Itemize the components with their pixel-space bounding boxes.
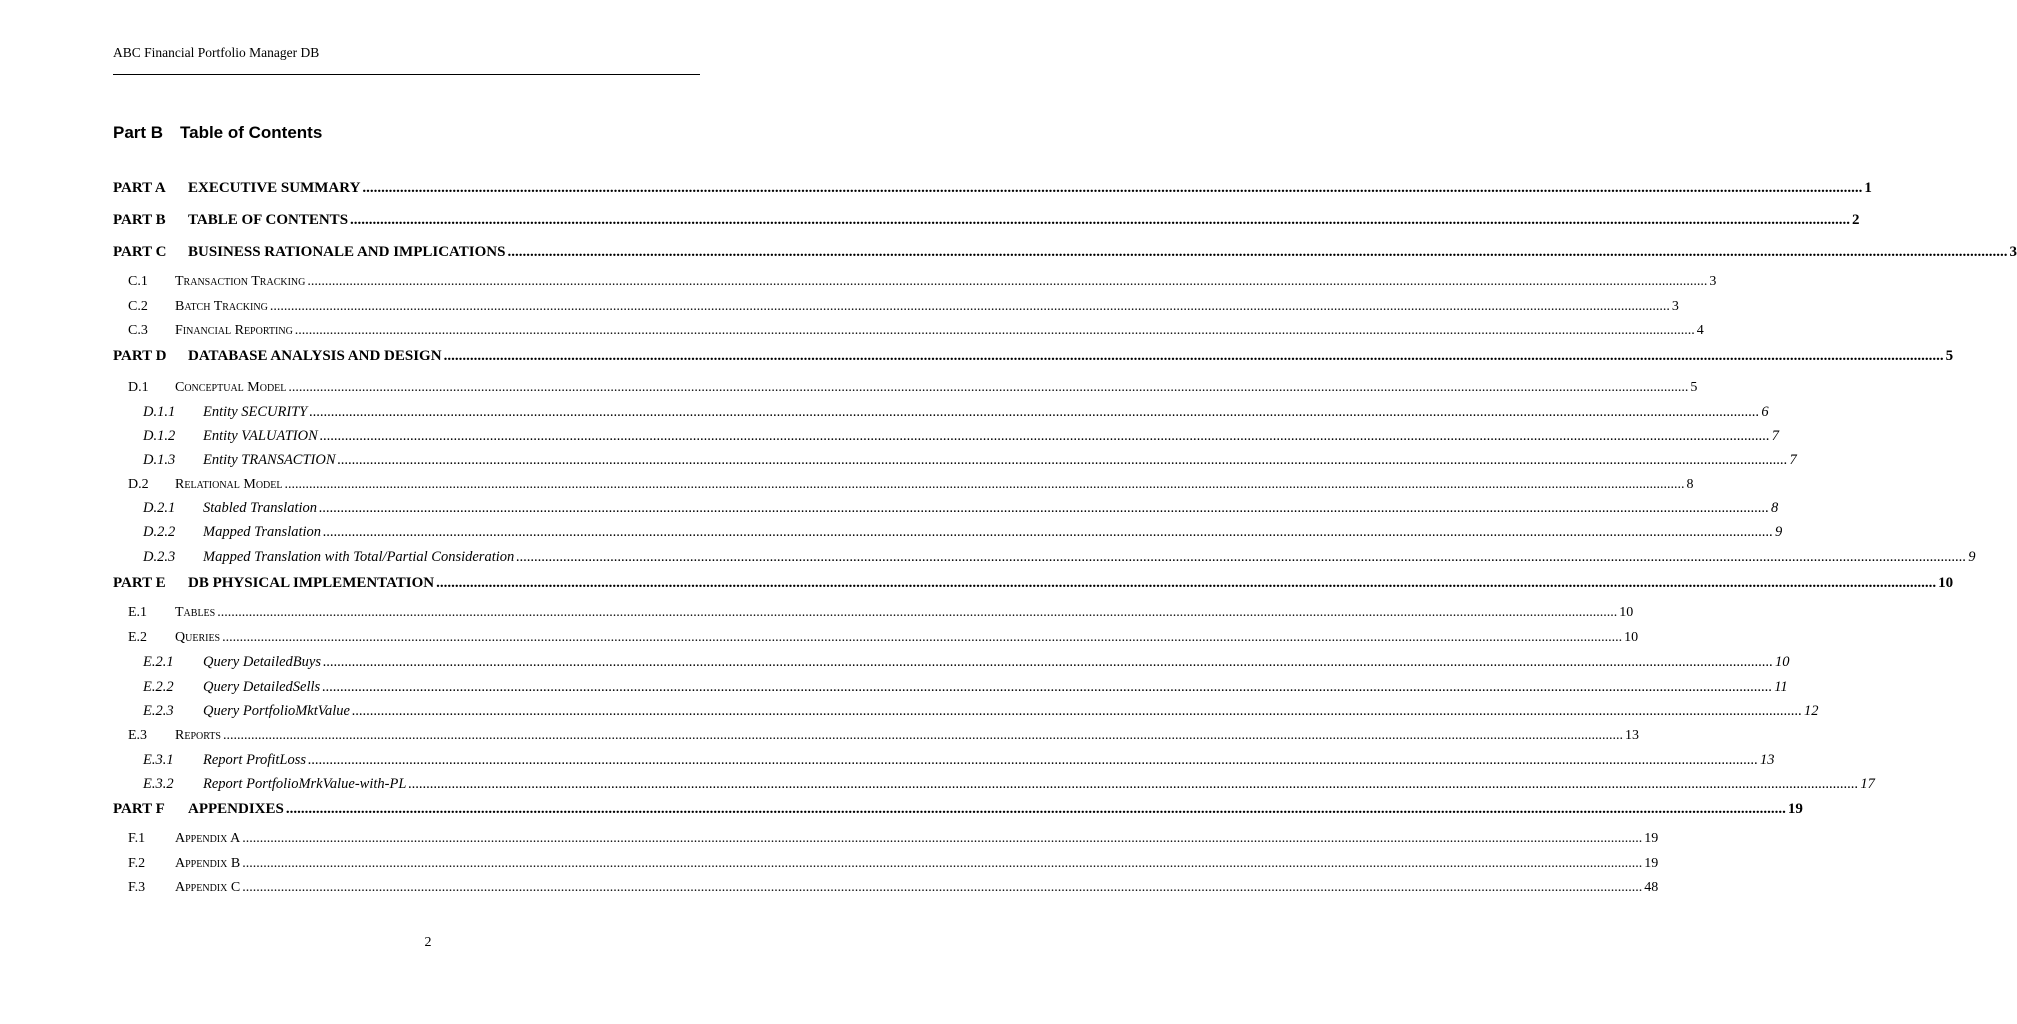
toc-entry[interactable] [0,549,1976,571]
toc-entry-page: 17 [1860,776,1875,792]
toc-entry-number: PART E [113,575,166,591]
toc-entry-number: C.3 [128,323,148,338]
toc-entry-title: Transaction Tracking [175,274,306,289]
toc-entry[interactable] [0,605,1634,627]
toc-dot-leader: ................................................................................................................................................................................................................................................................................................................................................................................................................ [408,776,1859,792]
toc-dot-leader: ................................................................................................................................................................................................................................................................................................................................................................................................................ [294,323,1695,338]
toc-entry[interactable] [0,752,1775,774]
toc-dot-leader: ................................................................................................................................................................................................................................................................................................................................................................................................................ [322,679,1773,695]
toc-entry-page: 13 [1624,728,1639,743]
toc-entry-number: D.1.2 [143,428,176,444]
toc-dot-leader: ................................................................................................................................................................................................................................................................................................................................................................................................................ [288,380,1689,395]
toc-dot-leader: ................................................................................................................................................................................................................................................................................................................................................................................................................ [516,549,1967,565]
toc-entry-number: C.1 [128,274,148,289]
toc-entry-number: E.3.2 [143,776,174,792]
toc-entry-number: D.2.2 [143,524,176,540]
toc-entry[interactable] [0,679,1788,701]
toc-entry-page: 6 [1761,404,1769,420]
toc-entry-page: 13 [1760,752,1775,768]
toc-entry-title: Financial Reporting [175,323,293,338]
toc-entry-title: Batch Tracking [175,299,268,314]
toc-entry-page: 2 [1852,212,1860,228]
toc-dot-leader: ................................................................................................................................................................................................................................................................................................................................................................................................................ [217,605,1618,620]
toc-entry-title: Query DetailedSells [203,679,321,695]
page-title-label: Table of Contents [180,123,323,142]
toc-entry-page: 3 [1709,274,1717,289]
toc-entry-number: F.2 [128,856,146,871]
toc-entry-title: Entity SECURITY [203,404,308,420]
toc-dot-leader: ................................................................................................................................................................................................................................................................................................................................................................................................................ [285,801,1786,817]
toc-entry-title: TABLE OF CONTENTS [188,212,349,228]
toc-entry-page: 5 [1690,380,1698,395]
toc-dot-leader: ................................................................................................................................................................................................................................................................................................................................................................................................................ [319,428,1770,444]
toc-entry[interactable] [0,801,1803,823]
toc-entry-page: 9 [1968,549,1976,565]
toc-entry-title: Queries [175,630,221,645]
toc-entry-page: 3 [2009,244,2017,260]
toc-entry-title: Appendix C [175,880,241,895]
toc-dot-leader: ................................................................................................................................................................................................................................................................................................................................................................................................................ [507,244,2008,260]
toc-entry-number: F.3 [128,880,146,895]
toc-entry-number: D.2.1 [143,500,176,516]
toc-entry-page: 10 [1619,605,1634,620]
toc-entry[interactable] [0,776,1875,798]
toc-entry-number: PART F [113,801,165,817]
toc-entry-page: 3 [1671,299,1679,314]
toc-entry-number: D.1 [128,380,149,395]
toc-dot-leader: ................................................................................................................................................................................................................................................................................................................................................................................................................ [351,703,1802,719]
toc-entry-number: C.2 [128,299,148,314]
toc-entry[interactable] [0,524,1783,546]
toc-entry-title: Conceptual Model [175,380,287,395]
toc-entry[interactable] [0,452,1797,474]
toc-entry-title: Reports [175,728,221,743]
toc-entry-page: 5 [1945,348,1954,364]
toc-entry-number: F.1 [128,831,146,846]
toc-entry-number: PART B [113,212,166,228]
toc-entry[interactable] [0,831,1659,853]
toc-entry[interactable] [0,244,2017,266]
toc-entry-page: 10 [1774,654,1790,670]
toc-entry-title: Appendix B [175,856,241,871]
toc-dot-leader: ................................................................................................................................................................................................................................................................................................................................................................................................................ [323,524,1774,540]
toc-dot-leader: ................................................................................................................................................................................................................................................................................................................................................................................................................ [322,654,1773,670]
toc-dot-leader: ................................................................................................................................................................................................................................................................................................................................................................................................................ [309,404,1760,420]
toc-dot-leader: ................................................................................................................................................................................................................................................................................................................................................................................................................ [308,752,1758,768]
toc-entry-number: E.3 [128,728,148,743]
toc-dot-leader: ................................................................................................................................................................................................................................................................................................................................................................................................................ [436,575,1937,591]
toc-entry-title: EXECUTIVE SUMMARY [188,180,361,196]
toc-entry-title: Entity VALUATION [203,428,318,444]
toc-dot-leader: ................................................................................................................................................................................................................................................................................................................................................................................................................ [242,831,1643,846]
toc-entry[interactable] [0,654,1790,676]
toc-dot-leader: ................................................................................................................................................................................................................................................................................................................................................................................................................ [222,630,1623,645]
toc-entry[interactable] [0,575,1954,597]
toc-entry[interactable] [0,630,1639,652]
toc-dot-leader: ................................................................................................................................................................................................................................................................................................................................................................................................................ [222,728,1623,743]
toc-entry-number: PART A [113,180,166,196]
running-header: ABC Financial Portfolio Manager DB [113,45,320,60]
toc-entry-number: E.2 [128,630,148,645]
toc-entry-title: DATABASE ANALYSIS AND DESIGN [188,348,442,364]
toc-entry-page: 7 [1789,452,1797,468]
page-title [113,123,322,143]
toc-entry-number: D.1.3 [143,452,176,468]
toc-dot-leader: ................................................................................................................................................................................................................................................................................................................................................................................................................ [350,212,1851,228]
toc-entry-title: Mapped Translation [203,524,322,540]
toc-entry[interactable] [0,323,1704,345]
toc-entry[interactable] [0,477,1694,499]
toc-entry-page: 4 [1696,323,1704,338]
toc-entry-number: PART D [113,348,167,364]
toc-entry-number: E.2.3 [143,703,174,719]
toc-entry-number: PART C [113,244,167,260]
toc-dot-leader: ................................................................................................................................................................................................................................................................................................................................................................................................................ [269,299,1670,314]
toc-entry-page: 10 [1624,630,1639,645]
toc-entry-page: 1 [1864,180,1872,196]
toc-entry-number: E.2.2 [143,679,174,695]
toc-entry[interactable] [0,880,1659,902]
toc-entry-page: 19 [1644,831,1659,846]
toc-entry-title: Report PortfolioMrkValue-with-PL [203,776,407,792]
toc-entry[interactable] [0,404,1769,426]
toc-entry-page: 8 [1686,477,1694,492]
toc-entry[interactable] [0,274,1717,296]
toc-entry[interactable] [0,500,1779,522]
toc-entry-page: 12 [1803,703,1819,719]
toc-entry-number: E.1 [128,605,148,620]
toc-entry[interactable] [0,728,1639,750]
toc-entry[interactable] [0,212,1860,234]
toc-entry-number: D.2.3 [143,549,176,565]
toc-entry-page: 11 [1774,679,1788,695]
toc-entry[interactable] [0,703,1819,725]
toc-entry-title: Appendix A [175,831,241,846]
toc-entry-title: Entity TRANSACTION [203,452,336,468]
toc-entry[interactable] [0,180,1872,202]
page-title-part: Part B [113,123,164,142]
toc-entry[interactable] [0,348,1954,370]
toc-entry[interactable] [0,856,1659,878]
toc-entry-number: E.3.1 [143,752,174,768]
toc-entry-title: APPENDIXES [188,801,284,817]
toc-entry-page: 10 [1938,575,1954,591]
toc-entry[interactable] [0,380,1698,402]
toc-entry[interactable] [0,299,1679,321]
header-rule [113,74,700,75]
toc-entry-number: D.2 [128,477,149,492]
toc-dot-leader: ................................................................................................................................................................................................................................................................................................................................................................................................................ [242,856,1643,871]
toc-entry-title: Tables [175,605,216,620]
toc-entry-title: Stabled Translation [203,500,318,516]
toc-dot-leader: ................................................................................................................................................................................................................................................................................................................................................................................................................ [337,452,1788,468]
toc-entry-title: DB PHYSICAL IMPLEMENTATION [188,575,435,591]
page-number: 2 [424,935,432,950]
toc-entry-title: Query DetailedBuys [203,654,321,670]
toc-entry-title: BUSINESS RATIONALE AND IMPLICATIONS [188,244,506,260]
toc-dot-leader: ................................................................................................................................................................................................................................................................................................................................................................................................................ [284,477,1685,492]
toc-entry-page: 48 [1644,880,1659,895]
toc-entry-page: 9 [1775,524,1783,540]
toc-entry-page: 19 [1787,801,1803,817]
toc-entry-title: Query PortfolioMktValue [203,703,350,719]
toc-dot-leader: ................................................................................................................................................................................................................................................................................................................................................................................................................ [242,880,1643,895]
toc-entry-page: 7 [1771,428,1780,444]
toc-entry-title: Mapped Translation with Total/Partial Consideration [203,549,515,565]
toc-dot-leader: ................................................................................................................................................................................................................................................................................................................................................................................................................ [443,348,1944,364]
toc-dot-leader: ................................................................................................................................................................................................................................................................................................................................................................................................................ [362,180,1863,196]
toc-entry-title: Relational Model [175,477,283,492]
toc-entry[interactable] [0,428,1780,450]
toc-entry-page: 19 [1644,856,1659,871]
toc-entry-number: D.1.1 [143,404,176,420]
toc-entry-title: Report ProfitLoss [203,752,306,768]
toc-entry-number: E.2.1 [143,654,174,670]
toc-dot-leader: ................................................................................................................................................................................................................................................................................................................................................................................................................ [319,500,1770,516]
toc-dot-leader: ................................................................................................................................................................................................................................................................................................................................................................................................................ [307,274,1708,289]
toc-entry-page: 8 [1771,500,1779,516]
